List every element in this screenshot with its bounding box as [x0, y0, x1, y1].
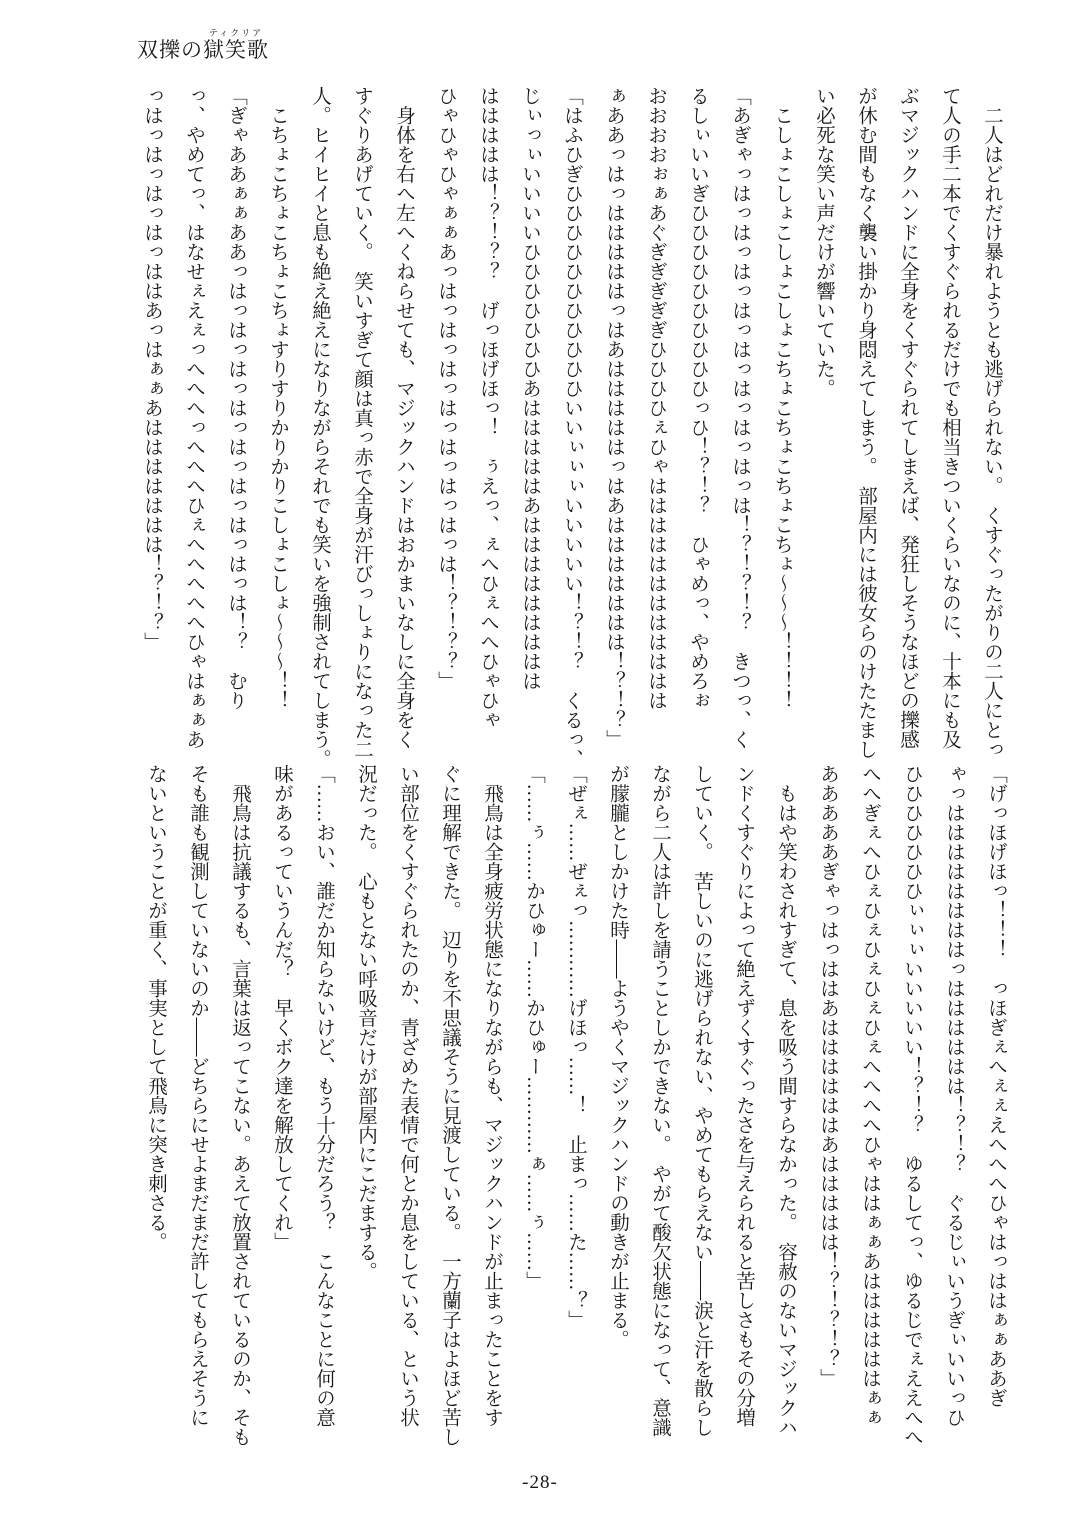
text-column: 「あぎゃっはっはっはっはっはっはっはっはっは！？！？！？ きつっ、く: [729, 86, 750, 749]
text-column: 「はふひぎひひひひひひひひひひひいいぃぃぃいいいいい！？！？ くるっ、: [561, 86, 582, 769]
text-column: が休む間もなく襲い掛かり身悶えてしまう。 部屋内には彼女らのけたたまし: [855, 86, 876, 759]
text-column: 飛鳥は抗議するも、言葉は返ってこない。あえて放置されているのか、そも: [229, 764, 250, 1447]
text-column: い必死な笑い声だけが響いていた。: [813, 86, 834, 398]
text-column: っ、やめてっ、はなせぇえぇっへへへっへへへひぇへへへへへひゃはぁぁあ: [183, 86, 204, 749]
text-column: 二人はどれだけ暴れようとも逃げられない。 くすぐったがりの二人にとっ: [981, 86, 1002, 759]
text-column: そも誰も観測していないのか――どちらにせよまだまだ許してもらえそうに: [187, 764, 208, 1427]
text-column: ぁああっはっはははははっはあはははははっはあははははははは！？！？」: [603, 86, 624, 749]
text-column: あああああぎゃっはっははあははははははあははははは！？！？！？」: [817, 764, 838, 1388]
text-column: っはっはっはっはっははあっはぁぁあははははははは！？！？」: [141, 86, 162, 652]
text-column: 身体を右へ左へくねらせても、マジックハンドはおかまいなしに全身をく: [393, 86, 414, 749]
text-column: 「ぜぇ……ぜぇっ…………げほっ……！ 止まっ……た……？」: [565, 764, 586, 1330]
text-column: していく。 苦しいのに逃げられない、やめてもらえない――涙と汗を散らし: [691, 764, 712, 1437]
page-number: -28-: [522, 1472, 558, 1493]
top-text-block: [130, 86, 1012, 769]
text-column: が朦朧としかけた時――ようやくマジックハンドの動きが止まる。: [607, 764, 628, 1349]
text-column: 「げっほげほっ！！！ っほぎぇへぇぇえへへへひゃはっははぁぁああぎ: [985, 764, 1006, 1408]
title-ruby: ティクリア: [203, 28, 269, 38]
text-column: へへぎぇへひぇひぇひぇひぇひぇへへへへひゃははぁぁあははははははぁぁ: [859, 764, 880, 1427]
title-base-text: 獄笑歌: [203, 38, 269, 62]
text-column: ぐに理解できた。 辺りを不思議そうに見渡している。 一方蘭子はよほど苦し: [439, 764, 460, 1447]
page-title: [137, 28, 269, 64]
text-column: こちょこちょこちょこちょすりすりかりかりこしょこしょ～～～！！: [267, 86, 288, 710]
title-base: [203, 28, 269, 62]
text-column: じぃっぃいいいいひひひひひひひあはははははあははははははははは: [519, 86, 540, 691]
text-column: ゃっははははははははっはははははは！？！？ ぐるじぃいうぎぃいいっひ: [943, 764, 964, 1427]
text-column: ないということが重く、事実として飛鳥に突き刺さる。: [145, 764, 166, 1252]
text-column: て人の手二本でくすぐられるだけでも相当きついくらいなのに、十本にも及: [939, 86, 960, 749]
text-column: 「……ぅ……かひゅー……かひゅー…………ぁ……ぅ……」: [523, 764, 544, 1291]
text-column: 飛鳥は全身疲労状態になりながらも、マジックハンドが止まったことをす: [481, 764, 502, 1427]
text-column: 「……おい、誰だか知らないけど、もう十分だろう？ こんなことに何の意: [313, 764, 334, 1427]
text-column: ひひひひひひひぃぃぃいいいいい！？！？ ゆるしてっ、ゆるじでぇええへへ: [901, 764, 922, 1447]
text-column: こしょこしょこしょこしょこちょこちょこちょこちょ～～～！！！！: [771, 86, 792, 710]
text-column: ははははは！？！？？ げっほげほっ！ ぅえっ、ぇへひぇへへひゃひゃ: [477, 86, 498, 730]
text-column: すぐりあげていく。 笑いすぎて顔は真っ赤で全身が汗びっしょりになった二: [351, 86, 372, 759]
text-column: おおおおぉぁあぐぎぎぎぎぎひひひひぇひゃはははははははははははは: [645, 86, 666, 710]
text-column: ンドくすぐりによって絶えずくすぐったさを与えられると苦しさもその分増: [733, 764, 754, 1427]
title-prefix: 双擽の: [137, 38, 203, 62]
text-column: もはや笑わされすぎて、息を吸う間すらなかった。 容赦のないマジックハ: [775, 764, 796, 1437]
text-column: い部位をくすぐられたのか、青ざめた表情で何とか息をしている、という状: [397, 764, 418, 1427]
bottom-text-block: [134, 764, 1016, 1454]
text-column: 「ぎゃああぁぁああっはっはっはっはっはっはっはっはっは！？ むり: [225, 86, 246, 710]
text-column: ひゃひゃひゃぁぁあっはっはっはっはっはっはっはっは！？！？？」: [435, 86, 456, 691]
text-column: 況だった。 心もとない呼吸音だけが部屋内にこだまする。: [355, 764, 376, 1281]
text-column: るしぃいいぎひひひひひひひひひひっひ！？！？ ひゃめっ、やめろぉ: [687, 86, 708, 710]
text-column: 味があるっていうんだ？ 早くボク達を解放してくれ」: [271, 764, 292, 1252]
text-column: 人。ヒイヒイと息も絶え絶えになりながらそれでも笑いを強制されてしまう。: [309, 86, 330, 769]
text-column: ながら二人は許しを請うことしかできない。 やがて酸欠状態になって、意識: [649, 764, 670, 1437]
text-column: ぶマジックハンドに全身をくすぐられてしまえば、発狂しそうなほどの擽感: [897, 86, 918, 749]
